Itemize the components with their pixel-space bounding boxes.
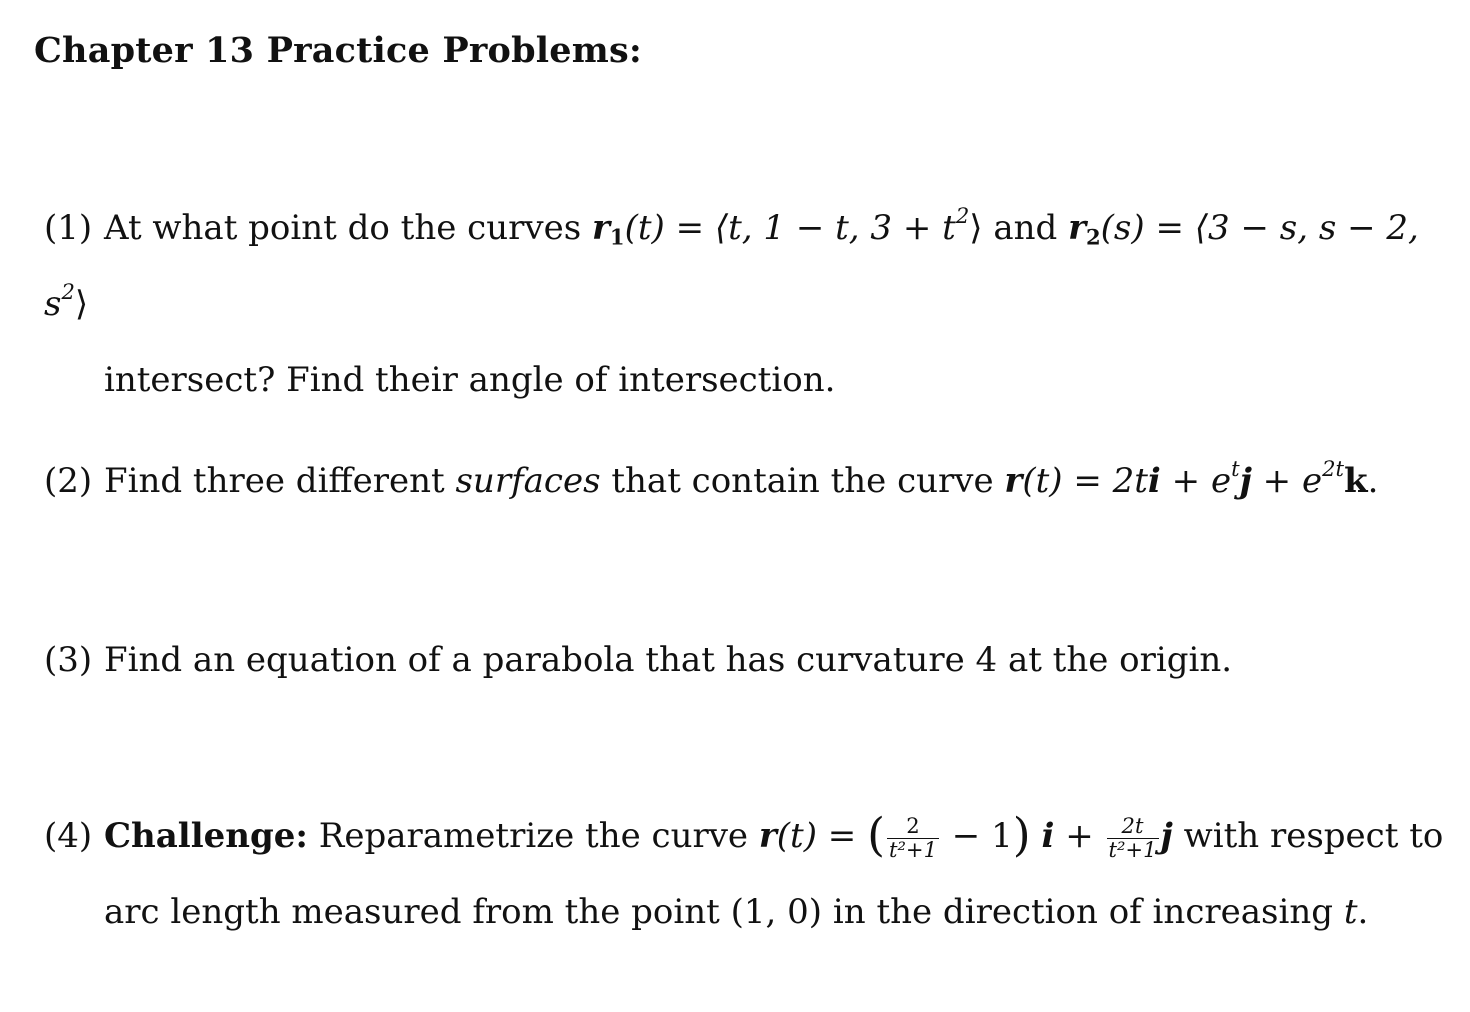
- problem-2-text-a: Find three different: [104, 461, 445, 501]
- page-title: Chapter 13 Practice Problems:: [34, 30, 642, 71]
- r-vector: r: [758, 816, 777, 856]
- challenge-label: Challenge:: [104, 816, 308, 856]
- problem-2-text-b: that contain the curve: [611, 461, 994, 501]
- problem-1-line-2: intersect? Find their angle of intersection.: [104, 360, 836, 400]
- problem-2: [44, 443, 1444, 519]
- r1-vector: $r_1$: [591, 208, 625, 250]
- reparam-equation: (t) = ( $\frac{2}{\text{t²+1}}$ − 1) i + $\frac{2t}{\text{t²+1}}$ j: [776, 807, 1173, 862]
- fraction-2: $\frac{2t}{\text{t²+1}}$: [1108, 813, 1157, 862]
- r2-definition: (s) = ⟨3 − s, s − 2, $s^2⟩$: [44, 208, 1419, 324]
- and-word: and: [993, 208, 1058, 248]
- problem-4-text-b: with respect to: [1183, 816, 1444, 856]
- problem-3-line-1: [44, 622, 1444, 698]
- problem-4-line-1: [44, 798, 1444, 874]
- problem-1-line-1: [44, 190, 1444, 342]
- problem-2-line-1: [44, 443, 1444, 519]
- problem-2-number: (2): [44, 461, 93, 501]
- problem-3-text: Find an equation of a parabola that has curvature 4 at the origin.: [104, 640, 1233, 680]
- problem-4-line-2: arc length measured from the point (1, 0) in the direction of increasing t.: [104, 892, 1369, 932]
- fraction-1: $\frac{2}{\text{t²+1}}$: [889, 813, 937, 862]
- surfaces-emphasis: surfaces: [455, 461, 601, 501]
- curve-equation: $(t) = 2ti + e^tj + e^{2t}k$.: [1022, 456, 1379, 501]
- problem-1: [44, 190, 1444, 418]
- problem-4-text-a: Reparametrize the curve: [318, 816, 749, 856]
- problem-1-number: (1): [44, 208, 93, 248]
- problem-4: [44, 798, 1444, 950]
- r1-definition: (t) = ⟨t, 1 − t, $3 + t^2⟩$: [624, 203, 983, 248]
- problem-3-number: (3): [44, 640, 93, 680]
- problem-4-number: (4): [44, 816, 93, 856]
- problem-1-text-a: At what point do the curves: [104, 208, 582, 248]
- r2-vector: $r_2$: [1068, 208, 1101, 250]
- problem-3: [44, 622, 1444, 698]
- r-vector: r: [1004, 461, 1023, 501]
